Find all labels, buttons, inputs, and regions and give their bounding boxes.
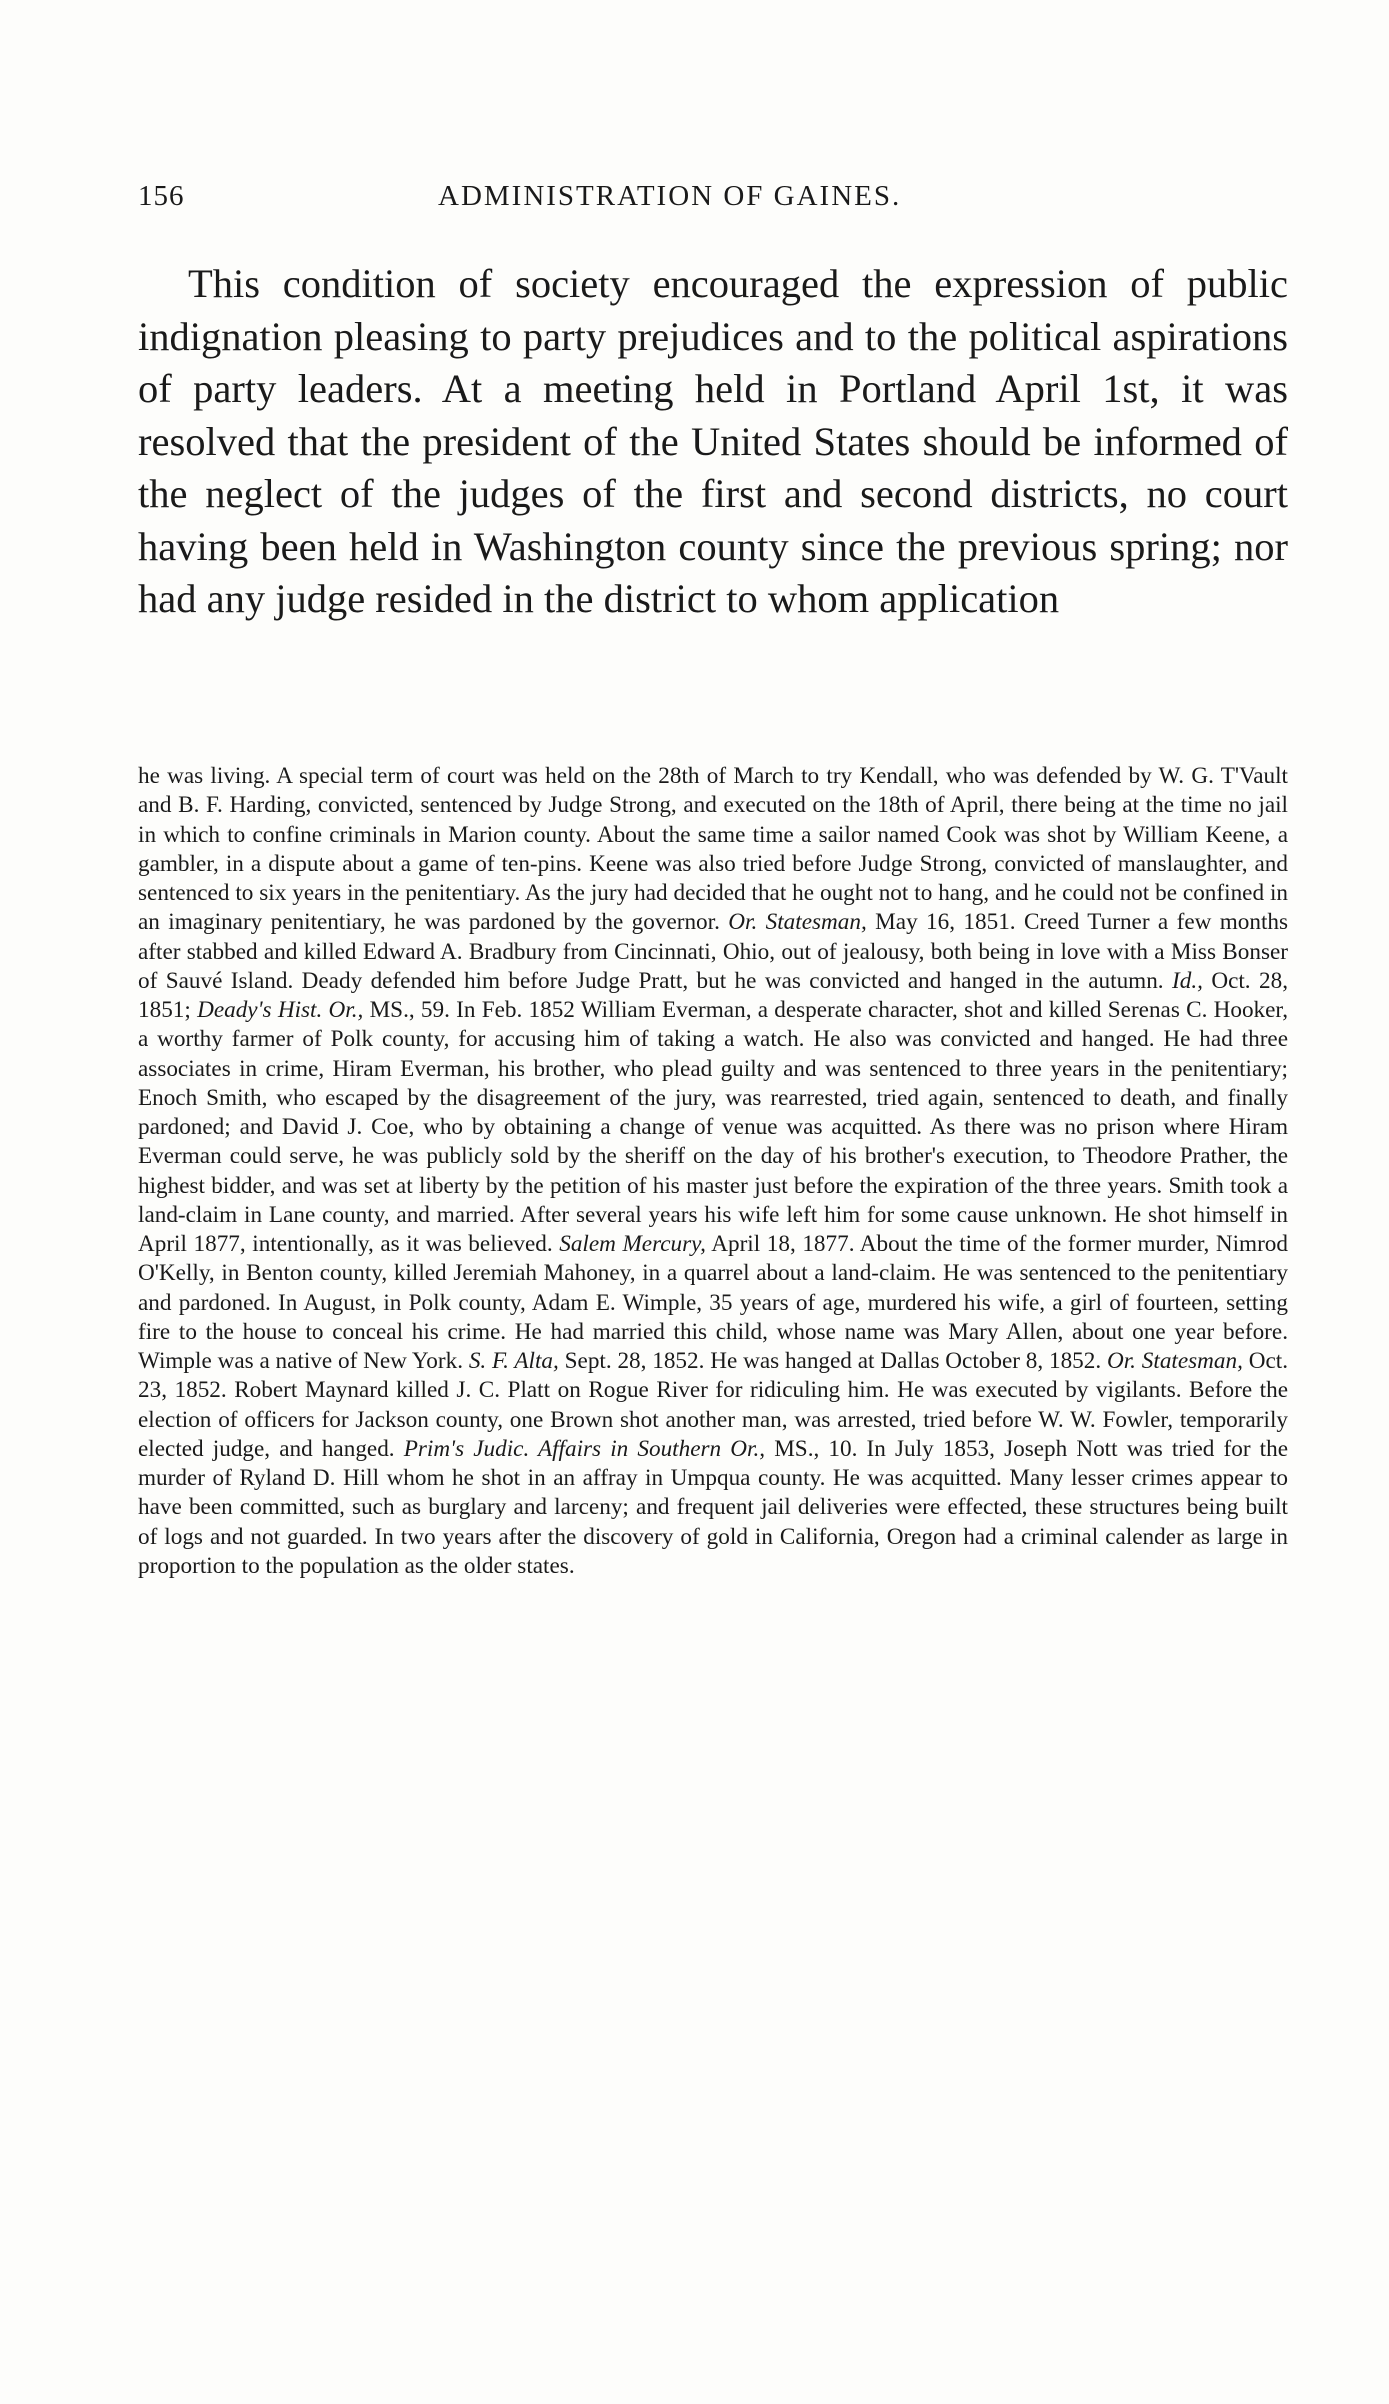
main-paragraph: This condition of society encouraged the expression of public indignation pleasing to party prejudices and to the political aspirations of party leaders. At a meeting held in Portland April 1st, it was resolved that the president of the United States should be informed of the neglect of the judges of the first and second districts, no court having been held in Washington county since the previous spring; nor had any judge resided in the district to whom application: [138, 261, 1288, 621]
running-head: [138, 180, 1288, 220]
citation: Salem Mercury,: [559, 1231, 706, 1257]
page-number: 156: [138, 180, 185, 212]
footnote-text: Sept. 28, 1852. He was hanged at Dallas October 8, 1852.: [564, 1348, 1102, 1374]
citation: S. F. Alta,: [468, 1348, 559, 1374]
footnote-text: Oct. 28, 1851;: [138, 967, 1288, 1023]
footnote-text: MS., 10. In July 1853, Joseph Nott was tried for the murder of Ryland D. Hill whom he shot in an affray in Umpqua county. He was acquitted. Many lesser crimes appear to have been committed, such as burglary and larceny; and frequent jail deliveries were effected, these structures being built of logs and not guarded. In two years after the discovery of gold in California, Oregon had a criminal calender as large in proportion to the population as the older states.: [138, 1435, 1289, 1579]
citation: Deady's Hist. Or.,: [197, 997, 364, 1023]
citation: Prim's Judic. Affairs in Southern Or.,: [403, 1435, 766, 1462]
footnote-text: Oct. 23, 1852. Robert Maynard killed J. C. Platt on Rogue River for ridiculing him. He was executed by vigilants. Before the election of officers for Jackson county, one Brown shot another man, was arrested, tried before W. W. Fowler, temporarily elected judge, and hanged.: [138, 1348, 1288, 1462]
citation: Or. Statesman,: [1106, 1348, 1243, 1374]
footnote-text: April 18, 1877. About the time of the former murder, Nimrod O'Kelly, in Benton county, killed Jeremiah Mahoney, in a quarrel about a land-claim. He was sentenced to the penitentiary and pardoned. In August, in Polk county, Adam E. Wimple, 35 years of age, murdered his wife, a girl of fourteen, setting fire to the house to conceal his crime. He had married this child, whose name was Mary Allen, about one year before. Wimple was a native of New York.: [138, 1231, 1288, 1374]
footnote-text: he was living. A special term of court was held on the 28th of March to try Kendall, who was defended by W. G. T'Vault and B. F. Harding, convicted, sentenced by Judge Strong, and executed on the 18th of April, there being at the time no jail in which to confine criminals in Marion county. About the same time a sailor named Cook was shot by William Keene, a gambler, in a dispute about a game of ten-pins. Keene was also tried before Judge Strong, convicted of manslaughter, and sentenced to six years in the penitentiary. As the jury had decided that he ought not to hang, and he could not be confined in an imaginary penitentiary, he was pardoned by the governor.: [138, 763, 1288, 936]
footnote-text: MS., 59. In Feb. 1852 William Everman, a desperate character, shot and killed Serenas C. Hooker, a worthy farmer of Polk county, for accusing him of taking a watch. He also was convicted and hanged. He had three associates in crime, Hiram Everman, his brother, who plead guilty and was sentenced to three years in the penitentiary; Enoch Smith, who escaped by the disagreement of the jury, was rearrested, tried again, sentenced to death, and finally pardoned; and David J. Coe, who by obtaining a change of venue was acquitted. As there was no prison where Hiram Everman could serve, he was publicly sold by the sheriff on the day of his brother's execution, to Theodore Prather, the highest bidder, and was set at liberty by the petition of his master just before the expiration of the three years. Smith took a land-claim in Lane county, and married. After several years his wife left him for some cause unknown. He shot himself in April 1877, intentionally, as it was believed.: [138, 997, 1289, 1257]
running-title: ADMINISTRATION OF GAINES.: [438, 180, 902, 212]
footnote-text: May 16, 1851. Creed Turner a few months after stabbed and killed Edward A. Bradbury from Cincinnati, Ohio, out of jealousy, both being in love with a Miss Bonser of Sauvé Island. Deady defended him before Judge Pratt, but he was convicted and hanged in the autumn.: [138, 909, 1289, 994]
citation: Or. Statesman,: [728, 909, 867, 936]
citation: Id.,: [1172, 967, 1203, 994]
footnote: [138, 762, 1288, 1581]
